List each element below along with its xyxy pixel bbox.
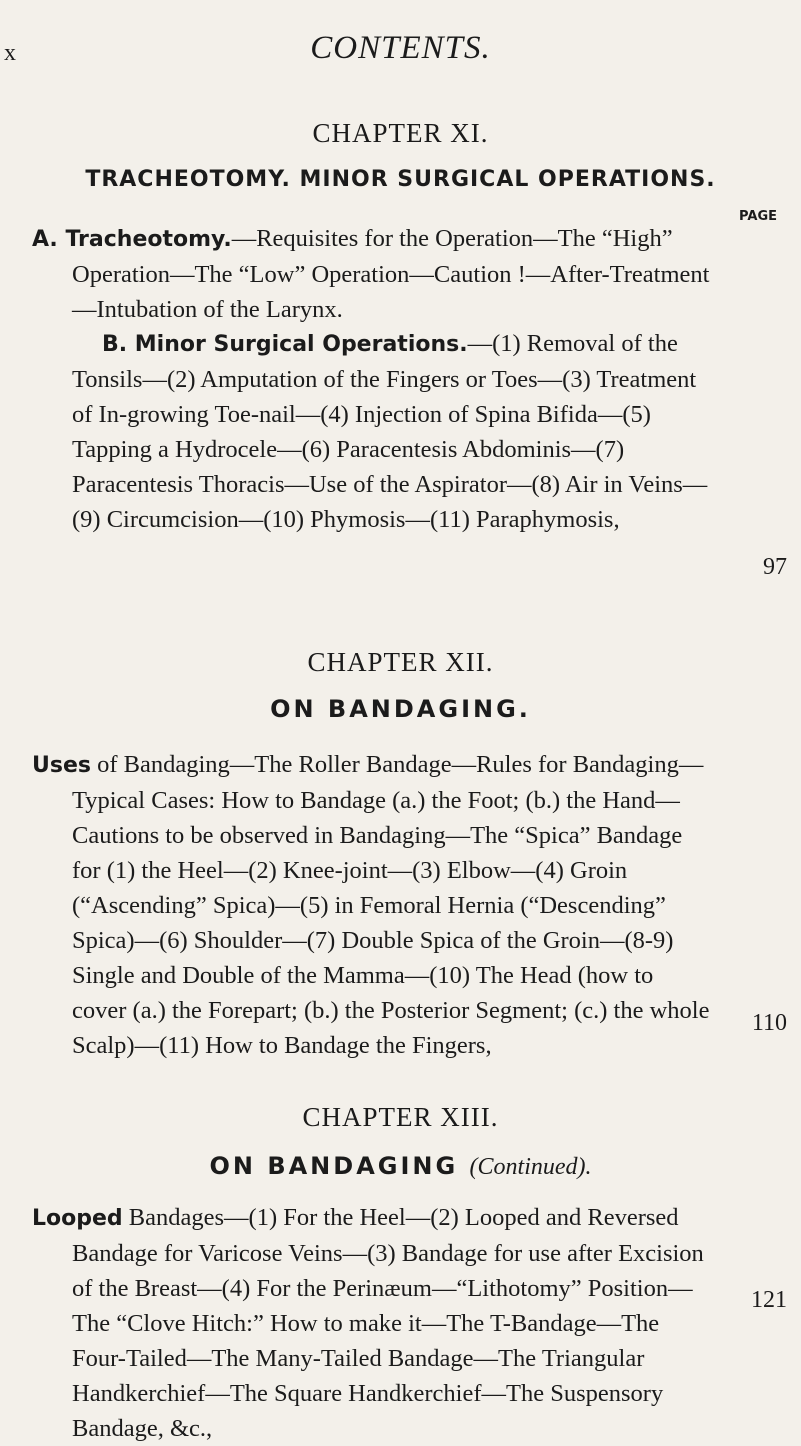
toc-entry [32, 221, 712, 327]
chapter-heading: CHAPTER XII. [307, 647, 494, 677]
entry-text: —(1) Removal of the Tonsils—(2) Amputation of the Fingers or Toes—(3) Treatment of In-growing Toe-nail—(4) Injection of Spina Bifida—(5) Tapping a Hydrocele—(6) Paracentesis Abdominis—(7) Paracentesis Thoracis—Use of the Aspirator—(8) Air in Veins—(9) Circumcision—(10) Phymosis—(11) Paraphymosis, [72, 330, 708, 533]
chapter-heading: CHAPTER XIII. [302, 1102, 499, 1132]
entry-lead: Uses [32, 753, 91, 778]
toc-entry [32, 1200, 712, 1446]
chapter-title [0, 1152, 801, 1181]
entry-lead: Looped [32, 1206, 123, 1231]
chapter-title: ON BANDAGING. [270, 695, 531, 723]
chapter-heading: CHAPTER XI. [312, 118, 489, 148]
page-reference: 97 [763, 554, 787, 580]
entry-lead: A. Tracheotomy. [32, 227, 232, 252]
page-reference: 110 [751, 1010, 787, 1036]
page-column-label: PAGE [739, 209, 777, 224]
chapter-title: TRACHEOTOMY. MINOR SURGICAL OPERATIONS. [85, 167, 716, 192]
running-title: CONTENTS. [310, 30, 491, 66]
entry-lead: B. Minor Surgical Operations. [102, 332, 468, 357]
entry-text: Bandages—(1) For the Heel—(2) Looped and Reversed Bandage for Varicose Veins—(3) Bandage for use after Excision of the Breast—(4) For the Perinæum—“Lithotomy” Position—The “Clove Hitch:” How to make it—The T-Bandage—The Four-Tailed—The Many-Tailed Bandage—The Triangular Handkerchief—The Square Handkerchief—The Suspensory Bandage, &c., [72, 1204, 704, 1442]
entry-text: of Bandaging—The Roller Bandage—Rules for Bandaging—Typical Cases: How to Bandage (a.) the Foot; (b.) the Hand—Cautions to be observed in Bandaging—The “Spica” Bandage for (1) the Heel—(2) Knee-joint—(3) Elbow—(4) Groin (“Ascending” Spica)—(5) in Femoral Hernia (“Descending” Spica)—(6) Shoulder—(7) Double Spica of the Groin—(8-9) Single and Double of the Mamma—(10) The Head (how to cover (a.) the Forepart; (b.) the Posterior Segment; (c.) the whole Scalp)—(11) How to Bandage the Fingers, [72, 751, 710, 1059]
toc-entry [32, 747, 712, 1063]
chapter-title-main: ON BANDAGING [209, 1152, 459, 1180]
toc-entry [32, 326, 712, 537]
chapter-title-suffix: (Continued). [469, 1154, 592, 1180]
page-number: x [4, 40, 16, 66]
page-reference: 121 [751, 1287, 787, 1313]
entry-text: —Requisites for the Operation—The “High” Operation—The “Low” Operation—Caution !—After-Treatment—Intubation of the Larynx. [72, 225, 710, 323]
